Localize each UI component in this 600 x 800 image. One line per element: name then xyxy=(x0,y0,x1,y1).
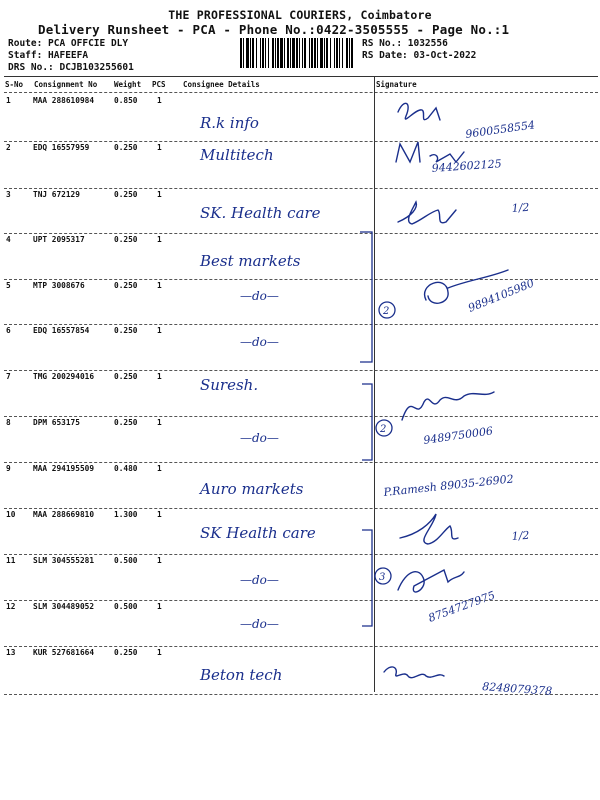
handwritten-consignee: Best markets xyxy=(200,252,301,270)
row-divider xyxy=(4,508,598,509)
signature-scribble xyxy=(384,667,444,678)
circle-annotation-b xyxy=(376,420,392,436)
svg-text:3: 3 xyxy=(379,572,386,583)
row-consignment-no: EDQ 16557959 xyxy=(33,143,90,152)
signature-note: 9489750006 xyxy=(422,424,494,447)
row-divider xyxy=(4,694,598,695)
row-consignment-no: MAA 288669810 xyxy=(33,510,95,519)
drs-label: DRS No.: DCJB103255601 xyxy=(8,62,134,73)
row-weight: 0.250 xyxy=(114,235,138,244)
bracket-rows-7-8 xyxy=(362,384,372,460)
col-consignment: Consignment No xyxy=(34,80,98,89)
circle-annotation-c xyxy=(375,568,391,584)
signature-note: 1/2 xyxy=(511,200,530,215)
circle-annotation-a xyxy=(379,302,395,318)
row-consignment-no: MTP 3008676 xyxy=(33,281,85,290)
row-sno: 13 xyxy=(6,648,16,657)
handwritten-consignee: —do— xyxy=(240,289,279,303)
row-divider xyxy=(4,600,598,601)
row-pcs: 1 xyxy=(157,602,162,611)
row-weight: 0.250 xyxy=(114,418,138,427)
row-sno: 2 xyxy=(6,143,11,152)
row-consignment-no: UPT 2095317 xyxy=(33,235,85,244)
row-divider xyxy=(4,462,598,463)
signature-note: 8248079378 xyxy=(481,680,553,698)
row-sno: 8 xyxy=(6,418,11,427)
row-pcs: 1 xyxy=(157,143,162,152)
row-consignment-no: SLM 304555281 xyxy=(33,556,95,565)
signature-note: 1/2 xyxy=(511,528,530,543)
row-divider xyxy=(4,370,598,371)
row-divider xyxy=(4,646,598,647)
row-weight: 0.250 xyxy=(114,281,138,290)
signature-scribble xyxy=(398,202,456,224)
row-weight: 0.500 xyxy=(114,556,138,565)
row-consignment-no: EDQ 16557854 xyxy=(33,326,90,335)
row-divider xyxy=(4,233,598,234)
row-weight: 0.250 xyxy=(114,648,138,657)
row-pcs: 1 xyxy=(157,648,162,657)
row-divider xyxy=(4,554,598,555)
row-sno: 9 xyxy=(6,464,11,473)
row-consignment-no: KUR 527681664 xyxy=(33,648,95,657)
signature-note: 8754727975 xyxy=(426,588,497,625)
table-top-border xyxy=(4,76,598,77)
col-sno: S-No xyxy=(5,80,24,89)
row-pcs: 1 xyxy=(157,235,162,244)
col-signature: Signature xyxy=(376,80,417,89)
row-consignment-no: TMG 200294016 xyxy=(33,372,95,381)
handwritten-consignee: SK Health care xyxy=(200,524,316,542)
row-pcs: 1 xyxy=(157,464,162,473)
handwritten-consignee: —do— xyxy=(240,573,279,587)
row-consignment-no: MAA 288610984 xyxy=(33,96,95,105)
handwritten-consignee: Suresh. xyxy=(200,376,259,394)
row-pcs: 1 xyxy=(157,372,162,381)
row-divider xyxy=(4,141,598,142)
row-pcs: 1 xyxy=(157,556,162,565)
row-sno: 3 xyxy=(6,190,11,199)
handwritten-consignee: SK. Health care xyxy=(200,204,321,222)
bracket-rows-10-12 xyxy=(362,530,372,626)
row-sno: 12 xyxy=(6,602,16,611)
row-weight: 1.300 xyxy=(114,510,138,519)
row-consignment-no: SLM 304489052 xyxy=(33,602,95,611)
svg-text:2: 2 xyxy=(383,306,390,317)
row-pcs: 1 xyxy=(157,326,162,335)
signature-note: P.Ramesh 89035-26902 xyxy=(382,472,515,499)
header-divider xyxy=(4,92,598,93)
col-pcs: PCS xyxy=(152,80,166,89)
signature-note: 9894105980 xyxy=(466,276,537,315)
row-sno: 1 xyxy=(6,96,11,105)
row-sno: 4 xyxy=(6,235,11,244)
handwritten-consignee: Auro markets xyxy=(200,480,304,498)
row-pcs: 1 xyxy=(157,281,162,290)
row-pcs: 1 xyxy=(157,190,162,199)
row-divider xyxy=(4,324,598,325)
row-sno: 6 xyxy=(6,326,11,335)
signature-scribble xyxy=(398,570,464,592)
row-weight: 0.500 xyxy=(114,602,138,611)
handwritten-consignee: R.k info xyxy=(200,114,259,132)
row-divider xyxy=(4,188,598,189)
col-consignee: Consignee Details xyxy=(183,80,260,89)
row-consignment-no: TNJ 672129 xyxy=(33,190,80,199)
rs-number: RS No.: 1032556 xyxy=(362,38,448,49)
handwritten-consignee: —do— xyxy=(240,335,279,349)
row-pcs: 1 xyxy=(157,96,162,105)
bracket-rows-4-6 xyxy=(360,232,372,362)
runsheet-subtitle: Delivery Runsheet - PCA - Phone No.:0422-3505555 - Page No.:1 xyxy=(38,22,510,37)
row-consignment-no: MAA 294195509 xyxy=(33,464,95,473)
row-weight: 0.250 xyxy=(114,143,138,152)
row-weight: 0.480 xyxy=(114,464,138,473)
signature-scribble xyxy=(400,514,458,544)
row-pcs: 1 xyxy=(157,418,162,427)
signature-note: 9600558554 xyxy=(464,118,536,141)
signature-scribble xyxy=(398,103,440,120)
row-sno: 5 xyxy=(6,281,11,290)
row-sno: 11 xyxy=(6,556,16,565)
signature-scribble xyxy=(396,142,464,162)
staff-label: Staff: HAFEEFA xyxy=(8,50,89,61)
handwritten-consignee: —do— xyxy=(240,617,279,631)
barcode-image xyxy=(240,38,354,68)
row-divider xyxy=(4,279,598,280)
svg-text:2: 2 xyxy=(380,424,387,435)
route-label: Route: PCA OFFCIE DLY xyxy=(8,38,129,49)
col-weight: Weight xyxy=(114,80,142,89)
signature-note: 9442602125 xyxy=(431,157,503,175)
row-weight: 0.250 xyxy=(114,326,138,335)
signature-scribble xyxy=(425,270,508,303)
row-pcs: 1 xyxy=(157,510,162,519)
handwritten-consignee: Beton tech xyxy=(200,666,283,684)
row-sno: 10 xyxy=(6,510,16,519)
row-weight: 0.250 xyxy=(114,372,138,381)
row-consignment-no: DPM 653175 xyxy=(33,418,80,427)
handwritten-consignee: Multitech xyxy=(200,146,274,164)
company-title: THE PROFESSIONAL COURIERS, Coimbatore xyxy=(168,8,432,22)
handwritten-consignee: —do— xyxy=(240,431,279,445)
row-weight: 0.250 xyxy=(114,190,138,199)
row-sno: 7 xyxy=(6,372,11,381)
row-weight: 0.850 xyxy=(114,96,138,105)
rs-date: RS Date: 03-Oct-2022 xyxy=(362,50,477,61)
row-divider xyxy=(4,416,598,417)
